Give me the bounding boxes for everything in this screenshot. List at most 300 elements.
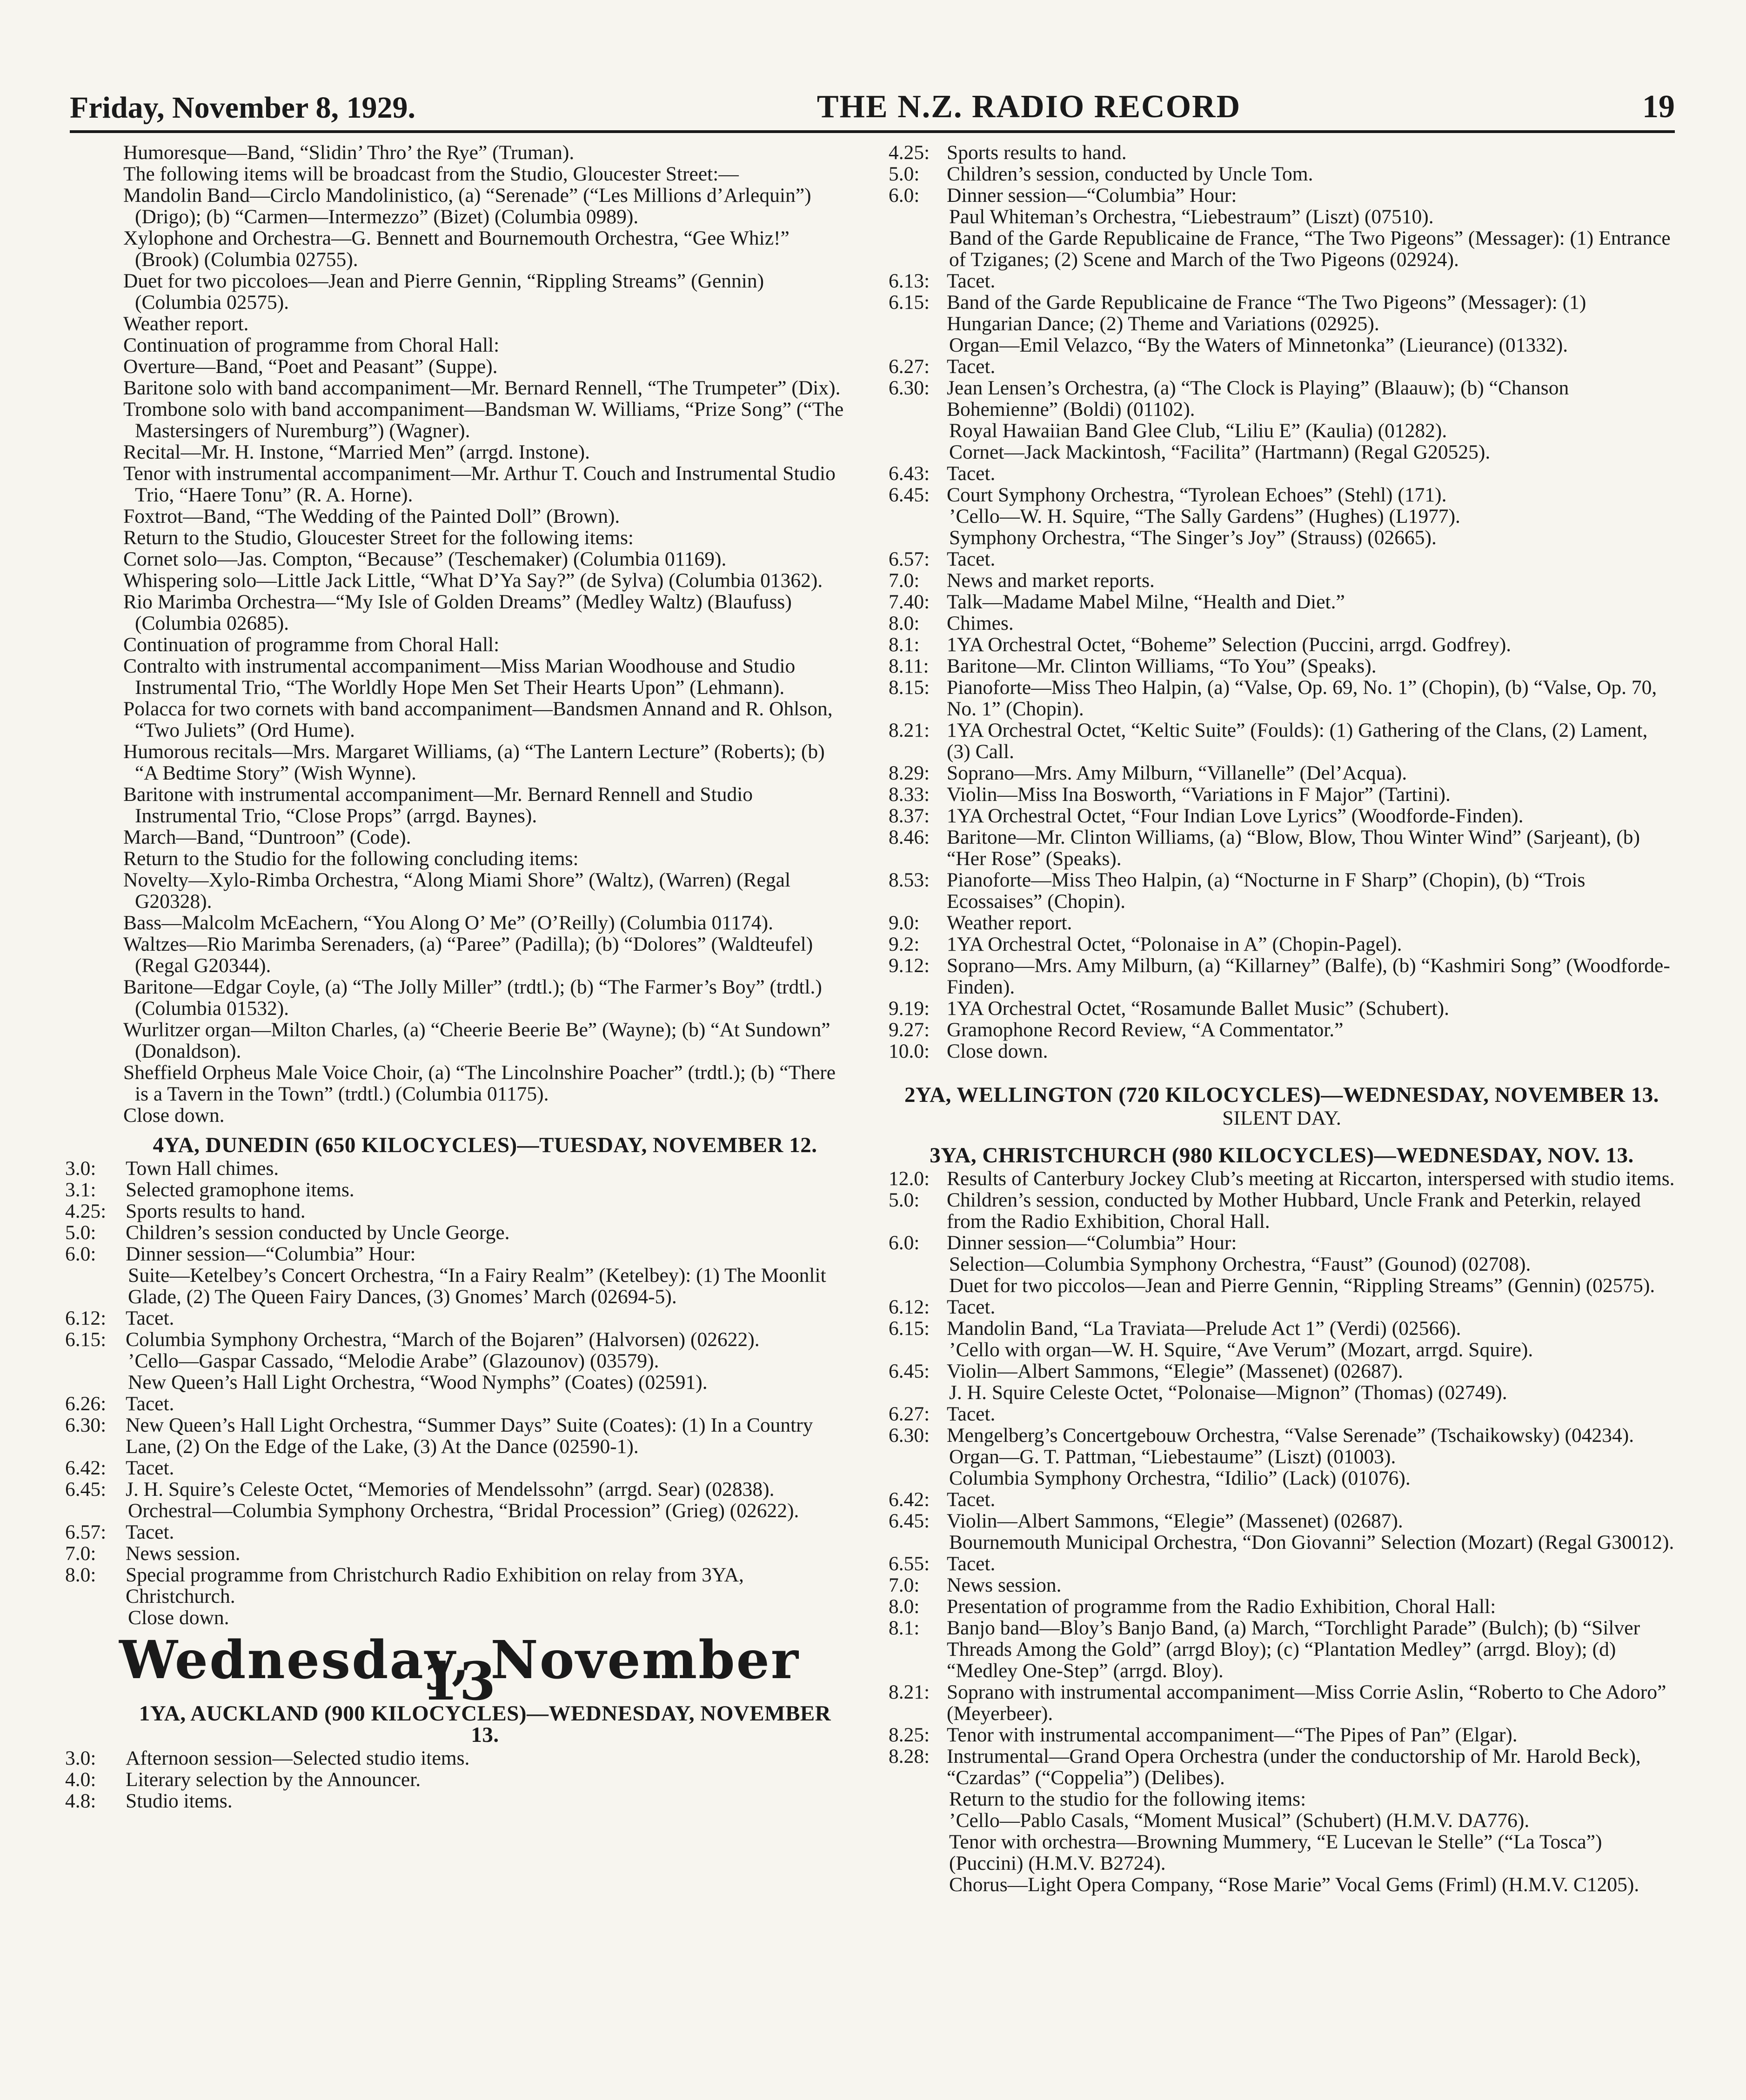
item-time: 8.0: <box>889 612 920 634</box>
item-time: 7.40: <box>889 591 930 613</box>
program-item <box>123 1105 847 1126</box>
item-time <box>889 527 947 548</box>
program-item <box>889 1532 1675 1553</box>
item-time: 6.0: <box>889 1232 920 1254</box>
program-item <box>889 163 1675 185</box>
item-text: Sports results to hand. <box>947 141 1127 164</box>
item-time <box>889 1339 947 1360</box>
item-time <box>889 1831 947 1874</box>
left-column <box>65 141 847 1812</box>
item-time: 8.1: <box>889 1617 920 1639</box>
item-text: 1YA Orchestral Octet, “Four Indian Love Lyrics” (Woodforde-Finden). <box>947 805 1524 827</box>
program-item <box>65 1200 847 1222</box>
christchurch-tuesday-program <box>123 142 847 1126</box>
program-item <box>65 1307 847 1329</box>
program-item <box>123 270 847 313</box>
item-text: Mengelberg’s Concertgebouw Orchestra, “Valse Serenade” (Tschaikowsky) (04234). <box>947 1424 1634 1447</box>
item-text: Cornet solo—Jas. Compton, “Because” (Teschemaker) (Columbia 01169). <box>123 548 727 570</box>
program-item <box>889 527 1675 548</box>
item-time: 6.45: <box>889 1360 930 1382</box>
item-time: 9.12: <box>889 954 930 977</box>
item-text: Soprano with instrumental accompaniment—Miss Corrie Aslin, “Roberto to Che Adoro” (Meyerbeer). <box>947 1681 1666 1725</box>
program-item <box>889 142 1675 163</box>
program-item <box>123 548 847 570</box>
christchurch-program <box>889 1168 1675 1895</box>
item-time: 12.0: <box>889 1167 930 1190</box>
program-item <box>889 506 1675 527</box>
program-item <box>123 527 847 548</box>
item-text: Trombone solo with band accompaniment—Bandsman W. Williams, “Prize Song” (“The Mastersingers of Nuremburg”) (Wagner). <box>123 398 844 442</box>
item-time <box>889 206 947 227</box>
item-text: Court Symphony Orchestra, “Tyrolean Echoes” (Stehl) (171). <box>947 484 1447 506</box>
item-time: 6.26: <box>65 1393 107 1415</box>
item-text: Organ—G. T. Pattman, “Liebestaume” (Liszt) (01003). <box>949 1446 1396 1468</box>
program-item <box>65 1157 847 1180</box>
item-text: Continuation of programme from Choral Hall: <box>123 633 500 656</box>
program-item <box>889 1874 1675 1895</box>
program-item <box>889 805 1675 827</box>
item-time: 5.0: <box>889 163 920 185</box>
item-time: 8.0: <box>65 1564 96 1586</box>
program-item <box>123 912 847 933</box>
program-item <box>889 1040 1675 1062</box>
item-time <box>889 227 947 270</box>
item-time: 3.0: <box>65 1747 96 1769</box>
item-text: 1YA Orchestral Octet, “Rosamunde Ballet Music” (Schubert). <box>947 997 1449 1020</box>
item-time: 6.27: <box>889 1403 930 1425</box>
dunedin-heading: 4YA, DUNEDIN (650 KILOCYCLES)—TUESDAY, NOVEMBER 12. <box>153 1133 817 1157</box>
item-text: Tacet. <box>947 270 996 292</box>
item-time <box>889 1467 947 1489</box>
item-text: Xylophone and Orchestra—G. Bennett and Bournemouth Orchestra, “Gee Whiz!” (Brook) (Columbia 02755). <box>123 227 789 271</box>
item-time: 8.11: <box>889 655 929 677</box>
program-item <box>889 1746 1675 1788</box>
program-item <box>123 1350 847 1372</box>
item-text: Soprano—Mrs. Amy Milburn, (a) “Killarney” (Balfe), (b) “Kashmiri Song” (Woodforde-Finden). <box>947 954 1670 998</box>
program-item <box>889 1810 1675 1831</box>
item-text: Sports results to hand. <box>126 1200 306 1222</box>
program-item <box>889 1574 1675 1596</box>
item-text: Bass—Malcolm McEachern, “You Along O’ Me” (O’Reilly) (Columbia 01174). <box>123 912 774 934</box>
program-item <box>889 955 1675 998</box>
item-time: 8.1: <box>889 633 920 656</box>
item-text: Children’s session, conducted by Mother Hubbard, Uncle Frank and Peterkin, relayed from the Radio Exhibition, Choral Hall. <box>947 1189 1641 1233</box>
item-text: J. H. Squire Celeste Octet, “Polonaise—Mignon” (Thomas) (02749). <box>949 1381 1507 1404</box>
item-text: Tacet. <box>947 1488 996 1511</box>
program-item <box>889 1489 1675 1510</box>
program-item <box>889 1403 1675 1425</box>
item-text: Recital—Mr. H. Instone, “Married Men” (arrgd. Instone). <box>123 441 590 463</box>
program-item <box>65 1478 847 1500</box>
item-text: ’Cello—W. H. Squire, “The Sally Gardens” (Hughes) (L1977). <box>949 505 1460 527</box>
item-text: Baritone solo with band accompaniment—Mr. Bernard Rennell, “The Trumpeter” (Dix). <box>123 377 841 399</box>
program-item <box>123 227 847 270</box>
item-time <box>889 441 947 463</box>
dunedin-program <box>65 1157 847 1629</box>
item-time: 6.57: <box>65 1521 107 1543</box>
item-text: Close down. <box>128 1607 229 1629</box>
item-text: Band of the Garde Republicaine de France “The Two Pigeons” (Messager): (1) Hungarian Dance; (2) Theme and Variations (02925). <box>947 291 1586 335</box>
wellington-note: SILENT DAY. <box>1222 1107 1341 1129</box>
item-text: Talk—Madame Mabel Milne, “Health and Diet.” <box>947 591 1345 613</box>
program-item <box>889 1724 1675 1746</box>
item-time <box>889 1874 947 1895</box>
item-text: News and market reports. <box>947 569 1155 592</box>
item-time: 8.46: <box>889 826 930 848</box>
item-time: 5.0: <box>889 1189 920 1211</box>
item-time: 9.19: <box>889 997 930 1020</box>
item-time: 9.0: <box>889 912 920 934</box>
program-item <box>123 869 847 912</box>
program-item <box>889 634 1675 655</box>
item-text: Sheffield Orpheus Male Voice Choir, (a) “The Lincolnshire Poacher” (trdtl.); (b) “There is a Tavern in the Town” (trdtl.) (Columbia 01175). <box>123 1061 836 1105</box>
program-item <box>123 463 847 506</box>
item-text: Tacet. <box>947 548 996 570</box>
page-number: 19 <box>1642 89 1675 125</box>
item-time: 10.0: <box>889 1040 930 1062</box>
program-item <box>889 912 1675 933</box>
auckland-program <box>65 1747 847 1812</box>
item-text: Baritone with instrumental accompaniment—Mr. Bernard Rennell and Studio Instrumental Trio, “Close Props” (arrgd. Baynes). <box>123 783 753 827</box>
item-text: Suite—Ketelbey’s Concert Orchestra, “In a Fairy Realm” (Ketelbey): (1) The Moonlit Glade, (2) The Queen Fairy Dances, (3) Gnomes’ March (02694-5). <box>128 1264 826 1308</box>
item-text: Tacet. <box>947 462 996 485</box>
program-item <box>889 185 1675 206</box>
item-text: Tacet. <box>126 1307 174 1329</box>
program-item <box>123 399 847 441</box>
item-text: Jean Lensen’s Orchestra, (a) “The Clock is Playing” (Blaauw); (b) “Chanson Bohemienne” (Boldi) (01102). <box>947 377 1569 420</box>
item-text: ’Cello with organ—W. H. Squire, “Ave Verum” (Mozart, arrgd. Squire). <box>949 1339 1533 1361</box>
item-time: 8.33: <box>889 783 930 806</box>
item-time: 3.1: <box>65 1179 96 1201</box>
item-time: 8.21: <box>889 1681 930 1703</box>
program-item <box>123 634 847 655</box>
item-text: Return to the Studio for the following concluding items: <box>123 847 579 870</box>
program-item <box>123 784 847 827</box>
program-item <box>889 548 1675 570</box>
program-item <box>889 591 1675 613</box>
issue-date: Friday, November 8, 1929. <box>70 91 416 125</box>
program-item <box>889 1446 1675 1467</box>
item-text: Selected gramophone items. <box>126 1179 355 1201</box>
item-text: Mandolin Band, “La Traviata—Prelude Act 1” (Verdi) (02566). <box>947 1317 1461 1340</box>
program-item <box>65 1542 847 1565</box>
item-time: 8.25: <box>889 1724 930 1746</box>
program-item <box>889 1617 1675 1681</box>
program-item <box>889 613 1675 634</box>
item-text: Close down. <box>123 1104 225 1127</box>
item-text: J. H. Squire’s Celeste Octet, “Memories of Mendelssohn” (arrgd. Sear) (02838). <box>126 1478 775 1500</box>
item-text: Dinner session—“Columbia” Hour: <box>947 184 1237 207</box>
item-text: Presentation of programme from the Radio Exhibition, Choral Hall: <box>947 1595 1496 1618</box>
program-item <box>65 1179 847 1201</box>
item-time: 3.0: <box>65 1157 96 1180</box>
program-item <box>889 570 1675 591</box>
item-text: Soprano—Mrs. Amy Milburn, “Villanelle” (Del’Acqua). <box>947 762 1407 784</box>
item-time: 6.27: <box>889 355 930 378</box>
item-text: Town Hall chimes. <box>126 1157 279 1180</box>
program-item <box>889 1788 1675 1810</box>
item-text: Pianoforte—Miss Theo Halpin, (a) “Nocturne in F Sharp” (Chopin), (b) “Trois Ecossaises” (Chopin). <box>947 869 1585 913</box>
program-item <box>889 270 1675 292</box>
item-text: Baritone—Edgar Coyle, (a) “The Jolly Miller” (trdtl.); (b) “The Farmer’s Boy” (trdtl.) (Columbia 01532). <box>123 976 822 1020</box>
item-time: 6.12: <box>65 1307 107 1329</box>
item-text: Tacet. <box>947 1296 996 1318</box>
program-item <box>123 1062 847 1105</box>
item-time: 6.15: <box>889 1317 930 1340</box>
item-text: Contralto with instrumental accompaniment—Miss Marian Woodhouse and Studio Instrumental Trio, “The Worldly Hope Men Set Their Hearts Upon” (Lehmann). <box>123 655 796 699</box>
item-time <box>889 506 947 527</box>
program-item <box>889 1360 1675 1382</box>
item-time: 6.57: <box>889 548 930 570</box>
item-text: Afternoon session—Selected studio items. <box>126 1747 470 1769</box>
item-time <box>889 334 947 356</box>
program-item <box>889 1510 1675 1532</box>
christchurch-heading: 3YA, CHRISTCHURCH (980 KILOCYCLES)—WEDNESDAY, NOV. 13. <box>930 1143 1634 1167</box>
item-text: Whispering solo—Little Jack Little, “What D’Ya Say?” (de Sylva) (Columbia 01362). <box>123 569 823 592</box>
program-item <box>123 377 847 399</box>
program-item <box>889 1467 1675 1489</box>
item-text: Royal Hawaiian Band Glee Club, “Liliu E” (Kaulia) (01282). <box>949 420 1447 442</box>
item-time: 6.13: <box>889 270 930 292</box>
item-time: 8.28: <box>889 1745 930 1767</box>
program-item <box>889 1019 1675 1040</box>
item-time: 6.0: <box>889 184 920 207</box>
item-text: Orchestral—Columbia Symphony Orchestra, “Bridal Procession” (Grieg) (02622). <box>128 1500 799 1522</box>
item-time: 6.15: <box>889 291 930 313</box>
program-item <box>889 1382 1675 1403</box>
item-text: Special programme from Christchurch Radio Exhibition on relay from 3YA, Christchurch. <box>126 1564 744 1607</box>
item-text: Tacet. <box>947 1553 996 1575</box>
item-text: Novelty—Xylo-Rimba Orchestra, “Along Miami Shore” (Waltz), (Warren) (Regal G20328). <box>123 869 791 913</box>
item-time: 8.21: <box>889 719 930 741</box>
item-text: Wurlitzer organ—Milton Charles, (a) “Cheerie Beerie Be” (Wayne); (b) “At Sundown” (Donaldson). <box>123 1019 830 1062</box>
program-item <box>889 1232 1675 1253</box>
item-text: Baritone—Mr. Clinton Williams, (a) “Blow, Blow, Thou Winter Wind” (Sarjeant), (b) “Her Rose” (Speaks). <box>947 826 1640 870</box>
program-item <box>123 356 847 377</box>
item-text: Tacet. <box>126 1521 174 1543</box>
program-item <box>889 377 1675 420</box>
item-text: March—Band, “Duntroon” (Code). <box>123 826 411 848</box>
item-time <box>65 1350 126 1372</box>
program-item <box>889 1168 1675 1189</box>
program-item <box>889 463 1675 484</box>
program-item <box>123 142 847 163</box>
item-text: Chorus—Light Opera Company, “Rose Marie” Vocal Gems (Friml) (H.M.V. C1205). <box>949 1873 1639 1896</box>
program-item <box>889 1553 1675 1574</box>
item-text: Tacet. <box>947 355 996 378</box>
item-time: 4.25: <box>65 1200 107 1222</box>
program-item <box>889 420 1675 441</box>
item-text: Return to the Studio, Gloucester Street for the following items: <box>123 527 634 549</box>
item-time: 5.0: <box>65 1221 96 1244</box>
item-text: Humoresque—Band, “Slidin’ Thro’ the Rye” (Truman). <box>123 141 575 164</box>
program-item <box>123 506 847 527</box>
item-time: 6.42: <box>889 1488 930 1511</box>
auckland-heading: 1YA, AUCKLAND (900 KILOCYCLES)—WEDNESDAY, NOVEMBER 13. <box>139 1701 831 1747</box>
program-item <box>123 1500 847 1521</box>
program-item <box>65 1457 847 1479</box>
program-item <box>123 1019 847 1062</box>
program-item <box>123 570 847 591</box>
program-item <box>123 591 847 634</box>
program-item <box>889 334 1675 356</box>
program-item <box>65 1328 847 1351</box>
program-item <box>123 1607 847 1628</box>
item-time: 8.37: <box>889 805 930 827</box>
item-text: Weather report. <box>123 313 249 335</box>
item-text: Overture—Band, “Poet and Peasant” (Suppe). <box>123 355 498 378</box>
item-time: 6.42: <box>65 1457 107 1479</box>
item-time <box>65 1372 126 1393</box>
item-text: Columbia Symphony Orchestra, “March of the Bojaren” (Halvorsen) (02622). <box>126 1328 760 1351</box>
item-text: Instrumental—Grand Opera Orchestra (under the conductorship of Mr. Harold Beck), “Czardas” (“Coppelia”) (Delibes). <box>947 1745 1641 1789</box>
item-text: Duet for two piccolos—Jean and Pierre Gennin, “Rippling Streams” (Gennin) (02575). <box>949 1274 1655 1297</box>
item-time: 7.0: <box>889 1574 920 1596</box>
item-text: Children’s session, conducted by Uncle Tom. <box>947 163 1313 185</box>
program-item <box>65 1521 847 1543</box>
item-time: 6.55: <box>889 1553 930 1575</box>
item-time <box>889 420 947 441</box>
item-text: Dinner session—“Columbia” Hour: <box>947 1232 1237 1254</box>
program-item <box>123 334 847 356</box>
program-item <box>889 869 1675 912</box>
program-item <box>889 827 1675 869</box>
item-text: Foxtrot—Band, “The Wedding of the Painted Doll” (Brown). <box>123 505 620 527</box>
item-text: News session. <box>126 1542 241 1565</box>
program-item <box>123 313 847 334</box>
item-text: Violin—Miss Ina Bosworth, “Variations in F Major” (Tartini). <box>947 783 1451 806</box>
program-item <box>65 1790 847 1812</box>
program-item <box>889 677 1675 720</box>
program-item <box>889 484 1675 506</box>
item-text: Gramophone Record Review, “A Commentator.” <box>947 1019 1344 1041</box>
item-time: 4.0: <box>65 1768 96 1791</box>
program-item <box>889 784 1675 805</box>
program-item <box>889 998 1675 1019</box>
item-time: 6.30: <box>65 1414 107 1436</box>
item-time: 8.15: <box>889 676 930 699</box>
item-time <box>65 1265 126 1307</box>
item-time <box>65 1607 126 1628</box>
item-text: Violin—Albert Sammons, “Elegie” (Massenet) (02687). <box>947 1360 1403 1382</box>
program-item <box>65 1393 847 1415</box>
item-text: Violin—Albert Sammons, “Elegie” (Massenet) (02687). <box>947 1510 1403 1532</box>
program-item <box>889 1831 1675 1874</box>
program-item <box>889 933 1675 955</box>
program-item <box>889 1189 1675 1232</box>
item-text: Return to the studio for the following items: <box>949 1788 1306 1810</box>
item-text: New Queen’s Hall Light Orchestra, “Summer Days” Suite (Coates): (1) In a Country Lane, (2) On the Edge of the Lake, (3) At the Dance (02590-1). <box>126 1414 813 1458</box>
item-time: 6.43: <box>889 462 930 485</box>
program-item <box>889 1318 1675 1339</box>
program-item <box>123 976 847 1019</box>
item-time <box>889 1275 947 1296</box>
item-text: Dinner session—“Columbia” Hour: <box>126 1243 416 1265</box>
item-text: Mandolin Band—Circlo Mandolinistico, (a) “Serenade” (“Les Millions d’Arlequin”) (Drigo); (b) “Carmen—Intermezzo” (Bizet) (Columbia 0989). <box>123 184 811 228</box>
program-item <box>889 1339 1675 1360</box>
item-time: 9.27: <box>889 1019 930 1041</box>
item-text: New Queen’s Hall Light Orchestra, “Wood Nymphs” (Coates) (02591). <box>128 1371 708 1393</box>
program-item <box>889 762 1675 784</box>
auckland-program-continued <box>889 142 1675 1062</box>
item-text: Continuation of programme from Choral Hall: <box>123 334 500 356</box>
item-text: Duet for two piccoloes—Jean and Pierre Gennin, “Rippling Streams” (Gennin) (Columbia 02575). <box>123 270 764 313</box>
right-column <box>889 142 1675 1895</box>
item-text: Columbia Symphony Orchestra, “Idilio” (Lack) (01076). <box>949 1467 1411 1489</box>
program-item <box>889 1253 1675 1275</box>
item-text: Symphony Orchestra, “The Singer’s Joy” (Strauss) (02665). <box>949 527 1437 549</box>
item-text: The following items will be broadcast from the Studio, Gloucester Street:— <box>123 163 739 185</box>
program-item <box>123 741 847 784</box>
item-text: Paul Whiteman’s Orchestra, “Liebestraum” (Liszt) (07510). <box>949 206 1434 228</box>
item-time <box>889 1446 947 1467</box>
item-text: Selection—Columbia Symphony Orchestra, “Faust” (Gounod) (02708). <box>949 1253 1531 1275</box>
day-title: Wednesday, November 13 <box>119 1630 800 1712</box>
program-item <box>889 1275 1675 1296</box>
item-text: Tenor with instrumental accompaniment—Mr. Arthur T. Couch and Instrumental Studio Trio, “Haere Tonu” (R. A. Horne). <box>123 462 836 506</box>
item-text: Tenor with instrumental accompaniment—“The Pipes of Pan” (Elgar). <box>947 1724 1518 1746</box>
program-item <box>889 227 1675 270</box>
item-text: Close down. <box>947 1040 1048 1062</box>
item-text: Results of Canterbury Jockey Club’s meeting at Riccarton, interspersed with studio items. <box>947 1167 1675 1190</box>
program-item <box>889 441 1675 463</box>
program-item <box>889 292 1675 334</box>
item-text: Baritone—Mr. Clinton Williams, “To You” (Speaks). <box>947 655 1377 677</box>
item-text: Tacet. <box>947 1403 996 1425</box>
item-time <box>65 1500 126 1521</box>
program-item <box>65 1768 847 1791</box>
item-text: Tenor with orchestra—Browning Mummery, “E Lucevan le Stelle” (“La Tosca”) (Puccini) (H.M.V. B2724). <box>949 1831 1602 1874</box>
program-item <box>65 1221 847 1244</box>
item-time: 7.0: <box>889 569 920 592</box>
item-text: Tacet. <box>126 1457 174 1479</box>
item-time: 6.45: <box>65 1478 107 1500</box>
program-item <box>889 1596 1675 1617</box>
program-item <box>889 1681 1675 1724</box>
wellington-heading: 2YA, WELLINGTON (720 KILOCYCLES)—WEDNESDAY, NOVEMBER 13. <box>904 1083 1659 1107</box>
item-time: 4.8: <box>65 1790 96 1812</box>
program-item <box>123 655 847 698</box>
item-time: 7.0: <box>65 1542 96 1565</box>
item-time <box>889 1532 947 1553</box>
item-text: Literary selection by the Announcer. <box>126 1768 421 1791</box>
item-time: 4.25: <box>889 141 930 164</box>
program-item <box>123 698 847 741</box>
item-text: 1YA Orchestral Octet, “Keltic Suite” (Foulds): (1) Gathering of the Clans, (2) Lament, (3) Call. <box>947 719 1648 763</box>
item-text: ’Cello—Gaspar Cassado, “Melodie Arabe” (Glazounov) (03579). <box>128 1350 659 1372</box>
item-text: Pianoforte—Miss Theo Halpin, (a) “Valse, Op. 69, No. 1” (Chopin), (b) “Valse, Op. 70, No. 1” (Chopin). <box>947 676 1657 720</box>
item-time <box>889 1253 947 1275</box>
program-item <box>889 206 1675 227</box>
item-time: 6.30: <box>889 1424 930 1447</box>
program-item <box>65 1564 847 1607</box>
item-time: 8.0: <box>889 1595 920 1618</box>
item-text: Tacet. <box>126 1393 174 1415</box>
program-item <box>123 163 847 185</box>
item-time: 6.12: <box>889 1296 930 1318</box>
item-text: Waltzes—Rio Marimba Serenaders, (a) “Paree” (Padilla); (b) “Dolores” (Waldteufel) (Regal G20344). <box>123 933 813 977</box>
item-text: Cornet—Jack Mackintosh, “Facilita” (Hartmann) (Regal G20525). <box>949 441 1491 463</box>
program-item <box>123 1372 847 1393</box>
item-time: 6.15: <box>65 1328 107 1351</box>
item-time <box>889 1788 947 1810</box>
item-time: 6.45: <box>889 484 930 506</box>
item-text: Banjo band—Bloy’s Banjo Band, (a) March, “Torchlight Parade” (Bulch); (b) “Silver Threads Among the Gold” (arrgd Bloy); (c) “Plantation Medley” (arrgd. Bloy); (d) “Medley One-Step” (arrgd. Bloy). <box>947 1617 1640 1682</box>
item-text: ’Cello—Pablo Casals, “Moment Musical” (Schubert) (H.M.V. DA776). <box>949 1809 1530 1832</box>
item-text: Bournemouth Municipal Orchestra, “Don Giovanni” Selection (Mozart) (Regal G30012). <box>949 1531 1674 1553</box>
item-time: 6.30: <box>889 377 930 399</box>
item-text: Humorous recitals—Mrs. Margaret Williams, (a) “The Lantern Lecture” (Roberts); (b) “A Bedtime Story” (Wish Wynne). <box>123 740 825 784</box>
